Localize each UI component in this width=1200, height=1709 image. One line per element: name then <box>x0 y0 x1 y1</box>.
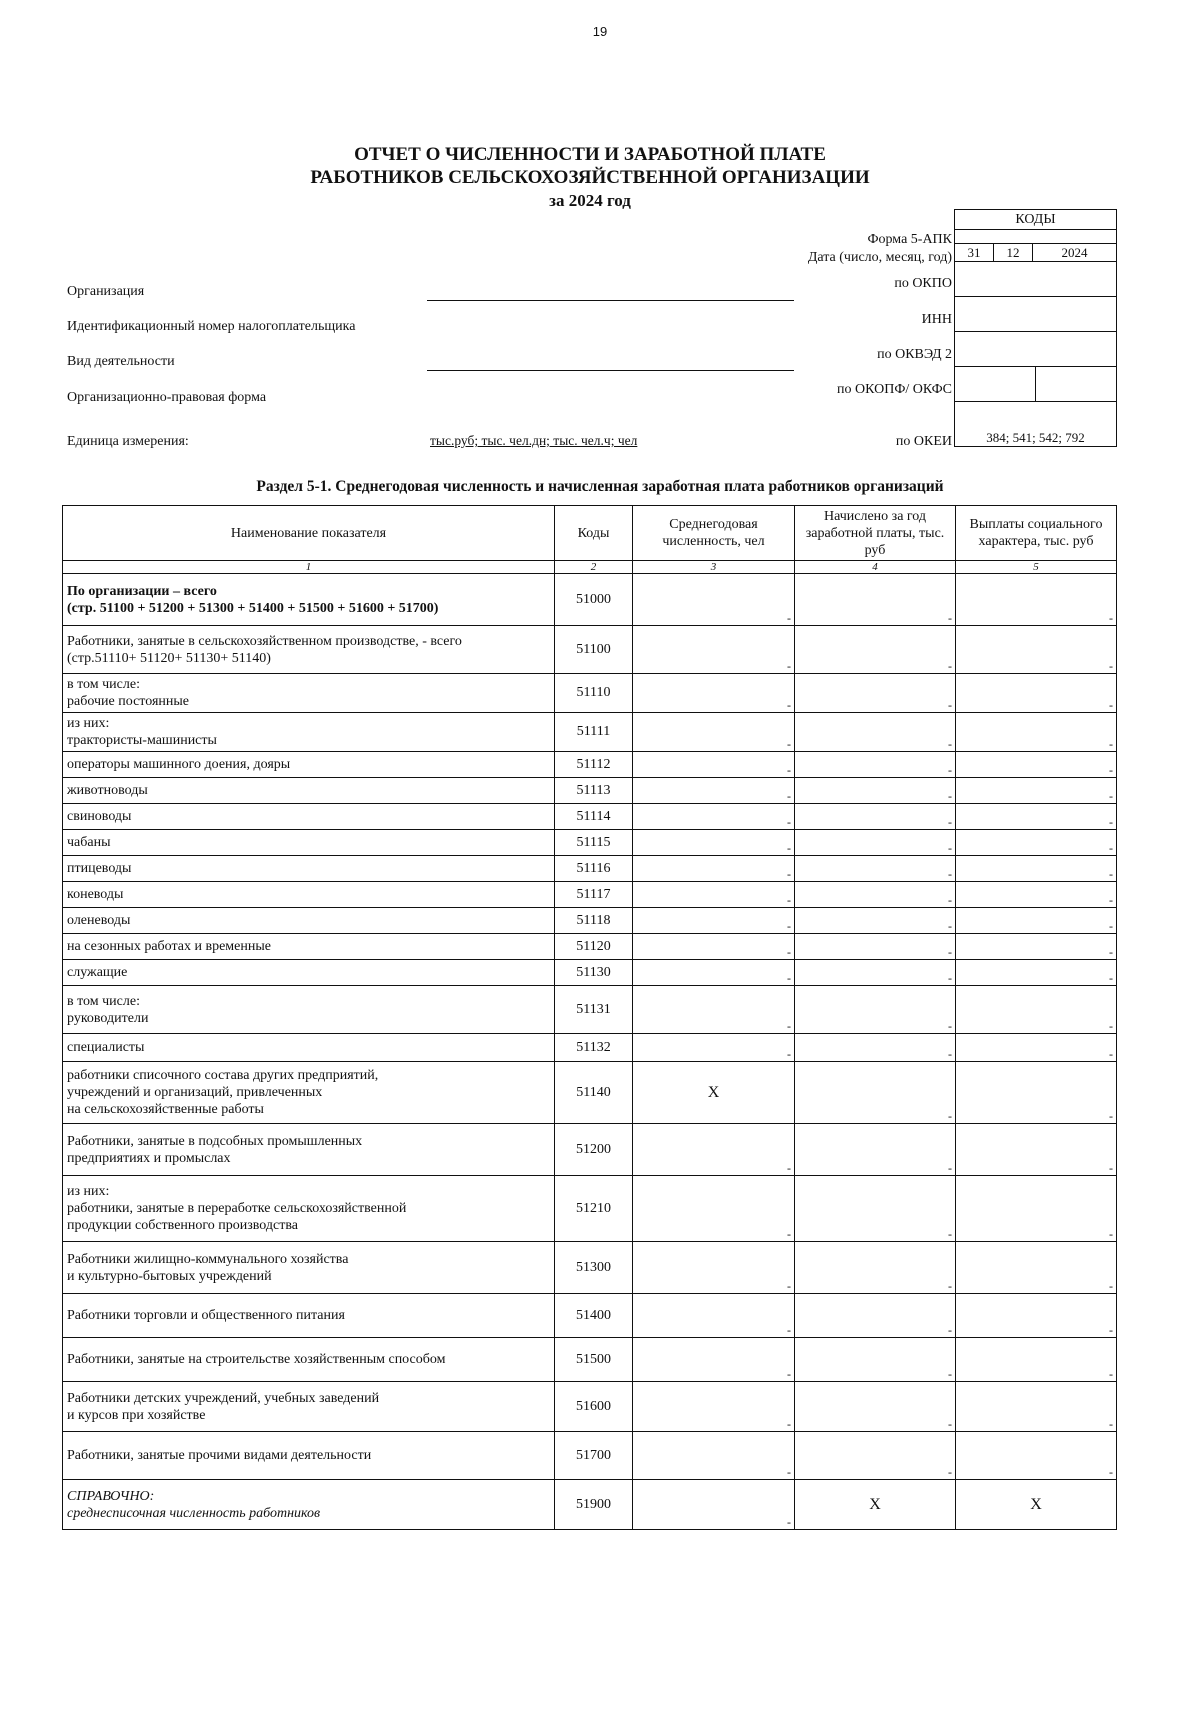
empty-value-dash: - <box>1109 815 1113 829</box>
row-label-line: на сельскохозяйственные работы <box>67 1102 264 1117</box>
row-label-line: учреждений и организаций, привлеченных <box>67 1085 323 1100</box>
row-code: 51120 <box>555 934 633 960</box>
row-label <box>63 1062 555 1124</box>
value-cell-c3[interactable] <box>633 1382 795 1432</box>
row-label-line: чабаны <box>67 835 111 850</box>
row-label-line: среднесписочная численность работников <box>67 1505 321 1521</box>
empty-value-dash: - <box>948 1323 952 1337</box>
row-code: 51400 <box>555 1294 633 1338</box>
value-cell-c4[interactable] <box>795 856 956 882</box>
value-cell-c3[interactable] <box>633 804 795 830</box>
row-code: 51112 <box>555 752 633 778</box>
inn-cell[interactable] <box>955 297 1116 332</box>
empty-value-dash: - <box>948 611 952 625</box>
empty-value-dash: - <box>1109 867 1113 881</box>
value-cell-c4[interactable] <box>795 986 956 1034</box>
row-code: 51600 <box>555 1382 633 1432</box>
value-cell-c3[interactable] <box>633 934 795 960</box>
row-label-line: трактористы-машинисты <box>67 733 217 748</box>
row-label-line: (стр.51110+ 51120+ 51130+ 51140) <box>67 650 271 666</box>
value-cell-c4[interactable] <box>795 674 956 713</box>
empty-value-dash: - <box>1109 1367 1113 1381</box>
empty-value-dash: - <box>787 815 791 829</box>
row-label <box>63 986 555 1034</box>
empty-value-dash: - <box>787 1227 791 1241</box>
header-accrued: Начислено за год заработной платы, тыс. руб <box>795 506 956 561</box>
row-code: 51130 <box>555 960 633 986</box>
value-cell-c3[interactable] <box>633 1432 795 1480</box>
table-row-51118 <box>63 908 1117 934</box>
empty-value-dash: - <box>1109 789 1113 803</box>
okopf-cell[interactable] <box>955 367 1036 401</box>
table-row-51400 <box>63 1294 1117 1338</box>
row-code: 51300 <box>555 1242 633 1294</box>
row-label-line: работники списочного состава других предприятий, <box>67 1068 379 1083</box>
row-label-line: животноводы <box>67 783 148 798</box>
row-label <box>63 830 555 856</box>
row-label-line: и курсов при хозяйстве <box>67 1407 206 1423</box>
value-cell-c4[interactable] <box>795 713 956 752</box>
value-cell-c4[interactable] <box>795 626 956 674</box>
organization-field[interactable] <box>427 300 794 301</box>
empty-value-dash: - <box>948 1227 952 1241</box>
row-code: 51115 <box>555 830 633 856</box>
value-cell-c4[interactable] <box>795 1294 956 1338</box>
row-code: 51100 <box>555 626 633 674</box>
row-label-line: на сезонных работах и временные <box>67 939 271 954</box>
empty-value-dash: - <box>948 1367 952 1381</box>
table-row-51210 <box>63 1176 1117 1242</box>
value-cell-c3[interactable] <box>633 1176 795 1242</box>
table-row-51115 <box>63 830 1117 856</box>
value-cell-c4[interactable] <box>795 1124 956 1176</box>
value-cell-c5[interactable] <box>956 960 1117 986</box>
value-cell-c5[interactable] <box>956 908 1117 934</box>
row-code: 51210 <box>555 1176 633 1242</box>
row-label <box>63 804 555 830</box>
row-label-line: свиноводы <box>67 809 132 824</box>
value-cell-c3[interactable] <box>633 1480 795 1530</box>
okopf-label: по ОКОПФ/ ОКФС <box>837 382 952 397</box>
row-label <box>63 960 555 986</box>
empty-value-dash: - <box>1109 1047 1113 1061</box>
row-code: 51132 <box>555 1034 633 1062</box>
okved-cell[interactable] <box>955 332 1116 367</box>
empty-value-dash: - <box>787 867 791 881</box>
not-applicable-mark: X <box>1030 1495 1042 1513</box>
row-label-line: коневоды <box>67 887 124 902</box>
row-code: 51700 <box>555 1432 633 1480</box>
value-cell-c4[interactable] <box>795 1480 956 1530</box>
activity-label: Вид деятельности <box>67 354 175 369</box>
value-cell-c4[interactable] <box>795 804 956 830</box>
value-cell-c4[interactable] <box>795 1034 956 1062</box>
row-code: 51900 <box>555 1480 633 1530</box>
empty-value-dash: - <box>787 1279 791 1293</box>
row-label-line: Работники детских учреждений, учебных заведений <box>67 1390 380 1406</box>
table-row-51500 <box>63 1338 1117 1382</box>
value-cell-c3[interactable] <box>633 713 795 752</box>
value-cell-c3[interactable] <box>633 1338 795 1382</box>
value-cell-c4[interactable] <box>795 1432 956 1480</box>
value-cell-c3[interactable] <box>633 856 795 882</box>
date-day[interactable]: 31 <box>955 244 994 261</box>
codes-box <box>954 209 1117 447</box>
row-label <box>63 674 555 713</box>
value-cell-c5[interactable] <box>956 934 1117 960</box>
table-row-51700 <box>63 1432 1117 1480</box>
value-cell-c4[interactable] <box>795 1176 956 1242</box>
value-cell-c4[interactable] <box>795 752 956 778</box>
empty-value-dash: - <box>948 737 952 751</box>
empty-value-dash: - <box>787 659 791 673</box>
empty-value-dash: - <box>1109 1227 1113 1241</box>
empty-value-dash: - <box>1109 841 1113 855</box>
row-code: 51500 <box>555 1338 633 1382</box>
empty-value-dash: - <box>1109 698 1113 712</box>
value-cell-c3[interactable] <box>633 1034 795 1062</box>
row-label <box>63 574 555 626</box>
okei-cell: 384; 541; 542; 792 <box>955 402 1116 447</box>
empty-value-dash: - <box>948 789 952 803</box>
date-month[interactable]: 12 <box>994 244 1033 261</box>
empty-value-dash: - <box>948 815 952 829</box>
empty-value-dash: - <box>1109 763 1113 777</box>
value-cell-c5[interactable] <box>956 674 1117 713</box>
empty-value-dash: - <box>1109 893 1113 907</box>
empty-value-dash: - <box>787 1465 791 1479</box>
value-cell-c3[interactable] <box>633 1124 795 1176</box>
table-row-51600 <box>63 1382 1117 1432</box>
table-row-51131 <box>63 986 1117 1034</box>
row-label-line: Работники, занятые в сельскохозяйственном производстве, - всего <box>67 633 462 649</box>
column-number-row <box>63 561 1117 574</box>
empty-value-dash: - <box>948 1417 952 1431</box>
value-cell-c4[interactable] <box>795 908 956 934</box>
value-cell-c5[interactable] <box>956 804 1117 830</box>
row-label <box>63 1382 555 1432</box>
empty-value-dash: - <box>948 1279 952 1293</box>
row-code: 51117 <box>555 882 633 908</box>
row-label <box>63 713 555 752</box>
empty-value-dash: - <box>787 841 791 855</box>
value-cell-c5[interactable] <box>956 1176 1117 1242</box>
empty-value-dash: - <box>1109 1019 1113 1033</box>
row-code: 51118 <box>555 908 633 934</box>
value-cell-c4[interactable] <box>795 574 956 626</box>
empty-value-dash: - <box>1109 919 1113 933</box>
row-label <box>63 1124 555 1176</box>
empty-value-dash: - <box>1109 1109 1113 1123</box>
date-label: Дата (число, месяц, год) <box>807 250 952 265</box>
row-label <box>63 778 555 804</box>
data-table <box>62 505 1117 1530</box>
unit-label: Единица измерения: <box>67 434 189 449</box>
header-social: Выплаты социального характера, тыс. руб <box>956 506 1117 561</box>
value-cell-c3[interactable] <box>633 626 795 674</box>
value-cell-c5[interactable] <box>956 882 1117 908</box>
codes-header: КОДЫ <box>955 210 1116 230</box>
okopf-okfs-cells <box>955 367 1116 402</box>
col-num: 3 <box>633 561 795 574</box>
row-label <box>63 856 555 882</box>
row-label-line: и культурно-бытовых учреждений <box>67 1268 272 1284</box>
unit-value: тыс.руб; тыс. чел.дн; тыс. чел.ч; чел <box>430 433 638 448</box>
empty-value-dash: - <box>1109 971 1113 985</box>
table-row-51111 <box>63 713 1117 752</box>
empty-value-dash: - <box>1109 659 1113 673</box>
value-cell-c3[interactable] <box>633 1294 795 1338</box>
table-row-51300 <box>63 1242 1117 1294</box>
value-cell-c3[interactable] <box>633 986 795 1034</box>
row-label-line: предприятиях и промыслах <box>67 1150 231 1166</box>
value-cell-c5[interactable] <box>956 856 1117 882</box>
not-applicable-mark: X <box>869 1495 881 1513</box>
date-cells <box>955 244 1116 262</box>
row-label <box>63 1034 555 1062</box>
table-row-51130 <box>63 960 1117 986</box>
row-label-line: специалисты <box>67 1040 145 1055</box>
row-code: 51114 <box>555 804 633 830</box>
value-cell-c3[interactable] <box>633 752 795 778</box>
header-name: Наименование показателя <box>63 506 555 561</box>
empty-value-dash: - <box>948 659 952 673</box>
row-label-line: Работники торговли и общественного питания <box>67 1308 345 1323</box>
value-cell-c5[interactable] <box>956 1382 1117 1432</box>
value-cell-c3[interactable] <box>633 674 795 713</box>
empty-value-dash: - <box>787 763 791 777</box>
table-row-51120 <box>63 934 1117 960</box>
value-cell-c3[interactable] <box>633 960 795 986</box>
row-code: 51200 <box>555 1124 633 1176</box>
value-cell-c5[interactable] <box>956 752 1117 778</box>
value-cell-c4[interactable] <box>795 882 956 908</box>
value-cell-c5[interactable] <box>956 713 1117 752</box>
empty-value-dash: - <box>1109 611 1113 625</box>
row-label <box>63 882 555 908</box>
value-cell-c4[interactable] <box>795 778 956 804</box>
report-period: за 2024 год <box>549 191 631 210</box>
value-cell-c5[interactable] <box>956 830 1117 856</box>
empty-value-dash: - <box>948 867 952 881</box>
row-code: 51131 <box>555 986 633 1034</box>
inn-code-label: ИНН <box>921 312 952 327</box>
row-code: 51113 <box>555 778 633 804</box>
value-cell-c5[interactable] <box>956 1242 1117 1294</box>
row-label-line: работники, занятые в переработке сельскохозяйственной <box>67 1201 407 1216</box>
value-cell-c4[interactable] <box>795 934 956 960</box>
value-cell-c5[interactable] <box>956 574 1117 626</box>
value-cell-c3[interactable] <box>633 1062 795 1124</box>
row-label <box>63 934 555 960</box>
empty-value-dash: - <box>787 1047 791 1061</box>
table-header-row <box>63 506 1117 561</box>
row-label <box>63 1242 555 1294</box>
table-row-51116 <box>63 856 1117 882</box>
empty-value-dash: - <box>1109 1323 1113 1337</box>
row-label-line: из них: <box>67 716 110 731</box>
row-label-line: Работники, занятые прочими видами деятельности <box>67 1448 372 1463</box>
empty-value-dash: - <box>787 698 791 712</box>
value-cell-c3[interactable] <box>633 778 795 804</box>
value-cell-c4[interactable] <box>795 1062 956 1124</box>
col-num: 2 <box>555 561 633 574</box>
row-label-line: в том числе: <box>67 993 140 1009</box>
section-title: Раздел 5-1. Среднегодовая численность и начисленная заработная плата работников организаций <box>256 478 944 495</box>
value-cell-c3[interactable] <box>633 574 795 626</box>
value-cell-c4[interactable] <box>795 1382 956 1432</box>
value-cell-c3[interactable] <box>633 1242 795 1294</box>
value-cell-c5[interactable] <box>956 1480 1117 1530</box>
value-cell-c5[interactable] <box>956 778 1117 804</box>
empty-value-dash: - <box>948 893 952 907</box>
row-label <box>63 626 555 674</box>
row-label <box>63 1176 555 1242</box>
header-avg: Среднегодовая численность, чел <box>633 506 795 561</box>
value-cell-c3[interactable] <box>633 830 795 856</box>
row-label-line: рабочие постоянные <box>67 694 189 709</box>
report-title-line1: ОТЧЕТ О ЧИСЛЕННОСТИ И ЗАРАБОТНОЙ ПЛАТЕ <box>354 144 826 165</box>
empty-value-dash: - <box>948 1019 952 1033</box>
empty-value-dash: - <box>1109 737 1113 751</box>
empty-value-dash: - <box>787 737 791 751</box>
value-cell-c4[interactable] <box>795 1242 956 1294</box>
empty-value-dash: - <box>948 1047 952 1061</box>
empty-value-dash: - <box>1109 945 1113 959</box>
empty-value-dash: - <box>787 919 791 933</box>
value-cell-c5[interactable] <box>956 1034 1117 1062</box>
table-row-51117 <box>63 882 1117 908</box>
value-cell-c5[interactable] <box>956 626 1117 674</box>
empty-value-dash: - <box>787 893 791 907</box>
page-number: 19 <box>592 24 608 39</box>
form-code-cell[interactable] <box>955 230 1116 244</box>
row-code: 51116 <box>555 856 633 882</box>
empty-value-dash: - <box>948 945 952 959</box>
okved-label: по ОКВЭД 2 <box>877 347 952 362</box>
row-label-line: в том числе: <box>67 677 140 692</box>
row-label <box>63 908 555 934</box>
empty-value-dash: - <box>787 1515 791 1529</box>
row-code: 51140 <box>555 1062 633 1124</box>
empty-value-dash: - <box>787 1417 791 1431</box>
inn-label: Идентификационный номер налогоплательщика <box>67 319 356 334</box>
row-label-line: Работники, занятые на строительстве хозяйственным способом <box>67 1352 446 1367</box>
row-label-line: СПРАВОЧНО: <box>67 1488 155 1504</box>
empty-value-dash: - <box>1109 1417 1113 1431</box>
empty-value-dash: - <box>1109 1161 1113 1175</box>
row-label-line: птицеводы <box>67 861 132 876</box>
legal-form-label: Организационно-правовая форма <box>67 390 267 405</box>
empty-value-dash: - <box>948 1465 952 1479</box>
value-cell-c3[interactable] <box>633 882 795 908</box>
table-row-51900 <box>63 1480 1117 1530</box>
table-row-51112 <box>63 752 1117 778</box>
row-label-line: Работники жилищно-коммунального хозяйства <box>67 1251 349 1267</box>
col-num: 1 <box>63 561 555 574</box>
empty-value-dash: - <box>787 1019 791 1033</box>
empty-value-dash: - <box>1109 1465 1113 1479</box>
value-cell-c4[interactable] <box>795 960 956 986</box>
okei-label: по ОКЕИ <box>895 434 952 449</box>
form-label: Форма 5-АПК <box>867 232 952 247</box>
table-row-51140 <box>63 1062 1117 1124</box>
header-code: Коды <box>555 506 633 561</box>
empty-value-dash: - <box>948 698 952 712</box>
row-label-line: оленеводы <box>67 913 131 928</box>
value-cell-c4[interactable] <box>795 1338 956 1382</box>
empty-value-dash: - <box>787 1323 791 1337</box>
row-label-line: продукции собственного производства <box>67 1218 298 1233</box>
table-row-51110 <box>63 674 1117 713</box>
row-label-line: служащие <box>67 965 128 980</box>
empty-value-dash: - <box>948 1161 952 1175</box>
row-label <box>63 1432 555 1480</box>
empty-value-dash: - <box>787 789 791 803</box>
value-cell-c5[interactable] <box>956 1062 1117 1124</box>
value-cell-c3[interactable] <box>633 908 795 934</box>
table-row-51000 <box>63 574 1117 626</box>
row-label <box>63 752 555 778</box>
empty-value-dash: - <box>787 611 791 625</box>
row-code: 51000 <box>555 574 633 626</box>
row-label-line: (стр. 51100 + 51200 + 51300 + 51400 + 51500 + 51600 + 51700) <box>67 600 439 616</box>
row-label-line: операторы машинного доения, дояры <box>67 757 291 772</box>
empty-value-dash: - <box>948 971 952 985</box>
row-code: 51110 <box>555 674 633 713</box>
col-num: 4 <box>795 561 956 574</box>
row-label <box>63 1338 555 1382</box>
empty-value-dash: - <box>948 919 952 933</box>
value-cell-c4[interactable] <box>795 830 956 856</box>
row-label <box>63 1480 555 1530</box>
empty-value-dash: - <box>948 763 952 777</box>
empty-value-dash: - <box>787 1367 791 1381</box>
table-row-51100 <box>63 626 1117 674</box>
value-cell-c5[interactable] <box>956 986 1117 1034</box>
empty-value-dash: - <box>1109 1279 1113 1293</box>
okpo-cell[interactable] <box>955 262 1116 297</box>
empty-value-dash: - <box>787 1161 791 1175</box>
organization-label: Организация <box>67 284 145 299</box>
table-row-51200 <box>63 1124 1117 1176</box>
row-label-line: из них: <box>67 1184 110 1199</box>
row-code: 51111 <box>555 713 633 752</box>
empty-value-dash: - <box>948 1109 952 1123</box>
not-applicable-mark: X <box>707 1083 720 1101</box>
value-cell-c5[interactable] <box>956 1294 1117 1338</box>
value-cell-c5[interactable] <box>956 1338 1117 1382</box>
table-row-51132 <box>63 1034 1117 1062</box>
table-row-51113 <box>63 778 1117 804</box>
value-cell-c5[interactable] <box>956 1432 1117 1480</box>
col-num: 5 <box>956 561 1117 574</box>
row-label <box>63 1294 555 1338</box>
report-title-line2: РАБОТНИКОВ СЕЛЬСКОХОЗЯЙСТВЕННОЙ ОРГАНИЗАЦИИ <box>310 167 870 188</box>
empty-value-dash: - <box>787 971 791 985</box>
date-year[interactable]: 2024 <box>1061 245 1088 260</box>
value-cell-c5[interactable] <box>956 1124 1117 1176</box>
activity-field[interactable] <box>427 370 794 371</box>
empty-value-dash: - <box>787 945 791 959</box>
okpo-label: по ОКПО <box>894 276 952 291</box>
row-label-line: Работники, занятые в подсобных промышленных <box>67 1133 363 1149</box>
empty-value-dash: - <box>948 841 952 855</box>
row-label-line: По организации – всего <box>67 583 217 599</box>
table-row-51114 <box>63 804 1117 830</box>
row-label-line: руководители <box>67 1010 149 1026</box>
